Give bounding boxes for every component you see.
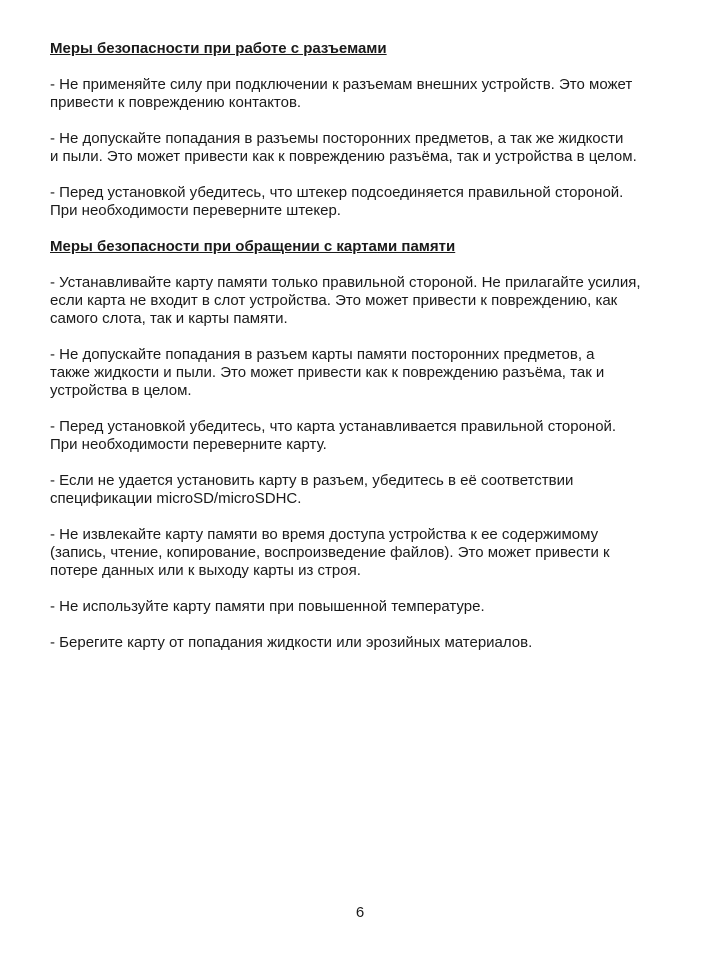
paragraph: [50, 76, 690, 112]
text-line: - Не применяйте силу при подключении к разъемам внешних устройств. Это может: [50, 76, 633, 93]
text-line: - Не используйте карту памяти при повышенной температуре.: [50, 598, 485, 615]
text-line: - Берегите карту от попадания жидкости или эрозийных материалов.: [50, 634, 533, 651]
paragraph: [50, 274, 690, 328]
text-line: и пыли. Это может привести как к повреждению разъёма, так и устройства в целом.: [50, 148, 637, 165]
paragraph: [50, 526, 690, 580]
text-line: - Не допускайте попадания в разъем карты памяти посторонних предметов, а: [50, 346, 595, 363]
text-line: - Устанавливайте карту памяти только правильной стороной. Не прилагайте усилия,: [50, 274, 641, 291]
text-line: (запись, чтение, копирование, воспроизведение файлов). Это может привести к: [50, 544, 610, 561]
paragraph: [50, 130, 690, 166]
text-line: если карта не входит в слот устройства. Это может привести к повреждению, как: [50, 292, 618, 309]
text-line: спецификации microSD/microSDHC.: [50, 490, 302, 507]
text-line: - Если не удается установить карту в разъем, убедитесь в её соответствии: [50, 472, 574, 489]
text-line: - Перед установкой убедитесь, что карта устанавливается правильной стороной.: [50, 418, 617, 435]
text-line: устройства в целом.: [50, 382, 192, 399]
text-line: привести к повреждению контактов.: [50, 94, 302, 111]
text-line: потере данных или к выходу карты из строя.: [50, 562, 361, 579]
paragraph: [50, 184, 690, 220]
paragraph: [50, 346, 690, 400]
paragraph: [50, 598, 690, 616]
paragraph: [50, 418, 690, 454]
text-line: При необходимости переверните карту.: [50, 436, 327, 453]
text-line: - Не допускайте попадания в разъемы посторонних предметов, а так же жидкости: [50, 130, 624, 147]
page-number: 6: [355, 904, 365, 921]
text-line: - Не извлекайте карту памяти во время доступа устройства к ее содержимому: [50, 526, 599, 543]
section-title-connectors: Меры безопасности при работе с разъемами: [50, 40, 387, 57]
document-page: [50, 40, 690, 670]
text-line: также жидкости и пыли. Это может привести как к повреждению разъёма, так и: [50, 364, 605, 381]
paragraph: [50, 472, 690, 508]
text-line: При необходимости переверните штекер.: [50, 202, 341, 219]
paragraph: [50, 634, 690, 652]
section-title-memory-cards: Меры безопасности при обращении с картами памяти: [50, 238, 456, 255]
text-line: самого слота, так и карты памяти.: [50, 310, 288, 327]
text-line: - Перед установкой убедитесь, что штекер подсоединяется правильной стороной.: [50, 184, 624, 201]
